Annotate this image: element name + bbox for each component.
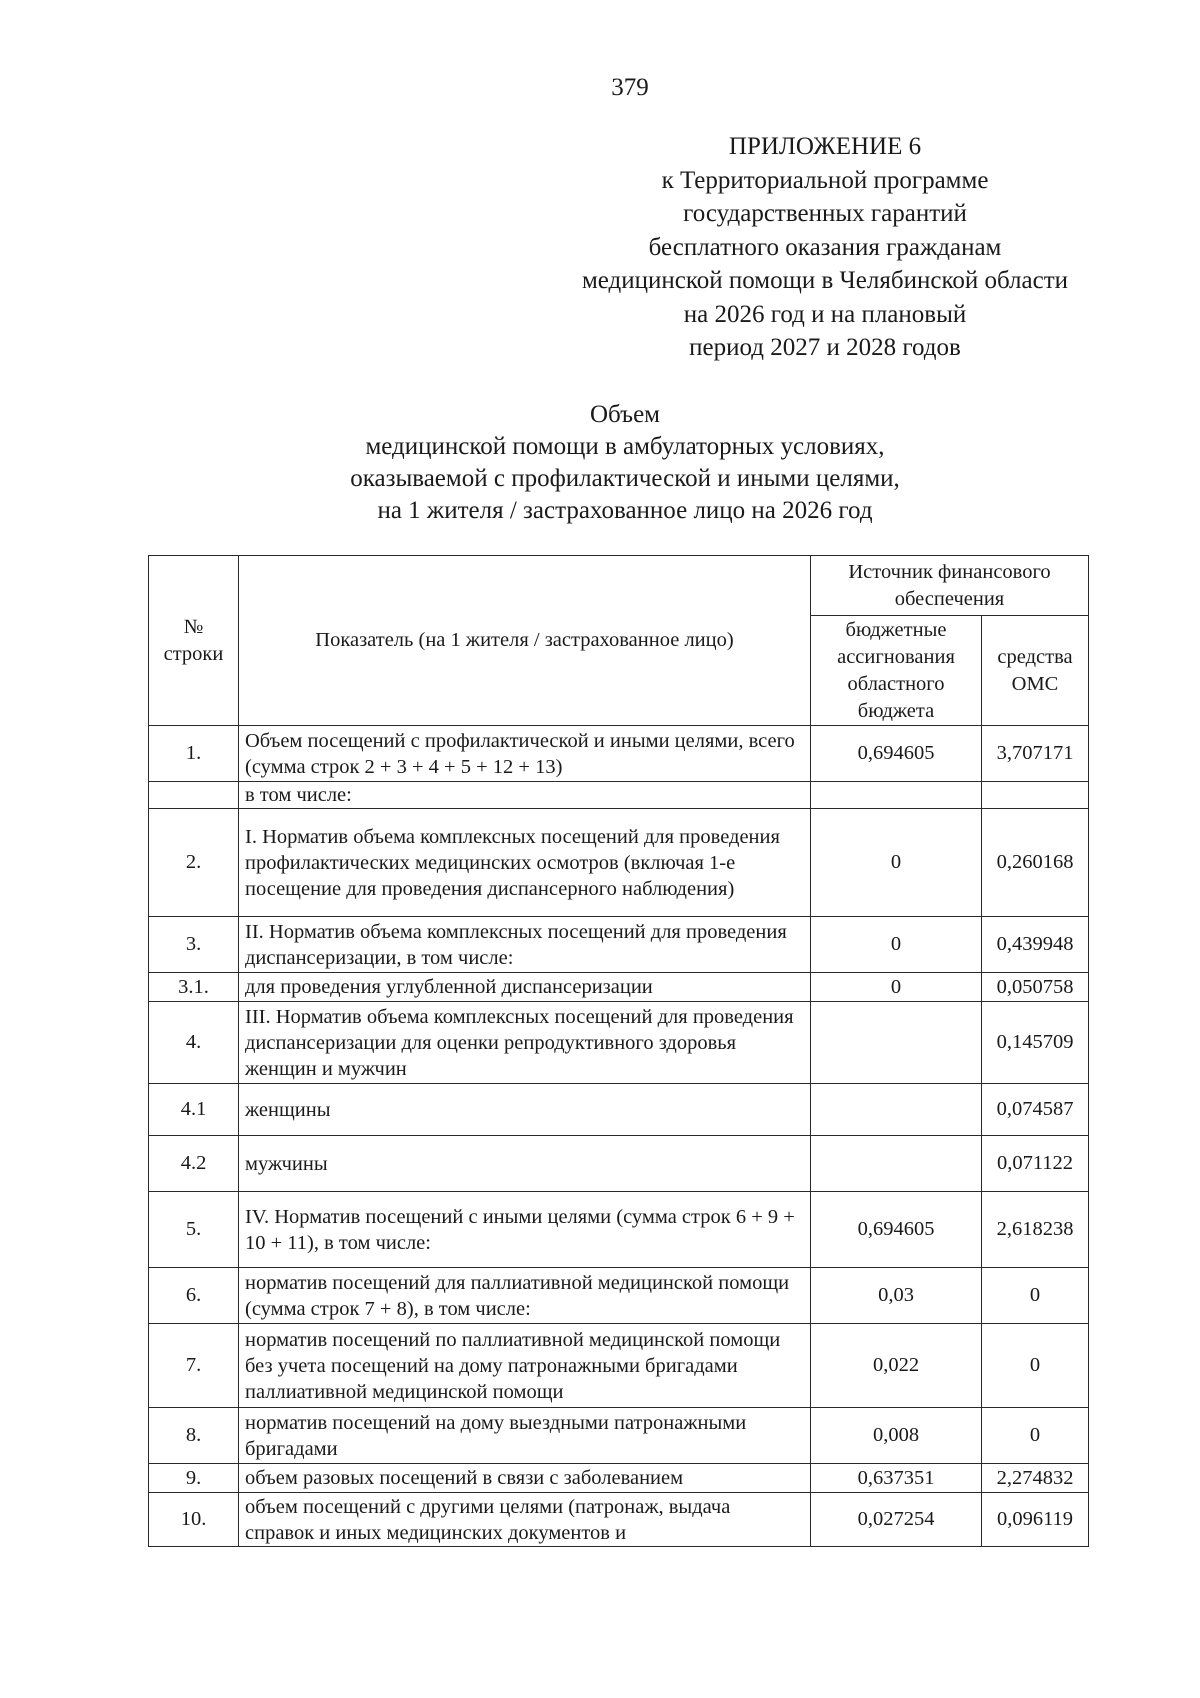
title-line: на 1 жителя / застрахованное лицо на 2026 год (377, 497, 873, 524)
row-oms: 2,274832 (982, 1464, 1089, 1493)
row-number: 10. (149, 1493, 239, 1547)
row-oms: 3,707171 (982, 726, 1089, 782)
appendix-line: медицинской помощи в Челябинской области (581, 267, 1069, 294)
row-number: 1. (149, 726, 239, 782)
table-row (149, 1324, 1089, 1408)
row-indicator: в том числе: (239, 782, 811, 809)
row-budget: 0,027254 (811, 1493, 982, 1547)
table-row (149, 1464, 1089, 1493)
table-row (149, 1002, 1089, 1084)
table-row (149, 1136, 1089, 1192)
row-number: 6. (149, 1268, 239, 1324)
row-number: 4. (149, 1002, 239, 1084)
row-indicator: III. Норматив объема комплексных посещений для проведения диспансеризации для оценки репродуктивного здоровья женщин и мужчин (239, 1002, 811, 1084)
row-number: 4.1 (149, 1084, 239, 1136)
document-title (230, 399, 1020, 527)
header-source: Источник финансового обеспечения (811, 556, 1089, 616)
table-row (149, 1408, 1089, 1464)
row-budget: 0,694605 (811, 1192, 982, 1268)
row-number: 5. (149, 1192, 239, 1268)
row-budget: 0,008 (811, 1408, 982, 1464)
row-budget (811, 1136, 982, 1192)
row-oms: 0,096119 (982, 1493, 1089, 1547)
row-number: 3.1. (149, 973, 239, 1002)
appendix-line: на 2026 год и на плановый (683, 300, 967, 328)
table-row (149, 1493, 1089, 1547)
row-indicator: мужчины (239, 1136, 811, 1192)
row-oms: 0 (982, 1408, 1089, 1464)
row-indicator: IV. Норматив посещений с иными целями (сумма строк 6 + 9 + 10 + 11), в том числе: (239, 1192, 811, 1268)
row-number: 8. (149, 1408, 239, 1464)
row-oms: 0,439948 (982, 917, 1089, 973)
row-oms: 0,260168 (982, 809, 1089, 917)
row-indicator: II. Норматив объема комплексных посещений для проведения диспансеризации, в том числе: (239, 917, 811, 973)
row-oms: 0,145709 (982, 1002, 1089, 1084)
row-oms: 0,071122 (982, 1136, 1089, 1192)
table-row (149, 1268, 1089, 1324)
row-oms: 2,618238 (982, 1192, 1089, 1268)
row-budget: 0 (811, 809, 982, 917)
row-budget: 0 (811, 973, 982, 1002)
table-row (149, 973, 1089, 1002)
row-budget (811, 1084, 982, 1136)
row-budget: 0,022 (811, 1324, 982, 1408)
row-indicator: для проведения углубленной диспансеризации (239, 973, 811, 1002)
row-budget: 0,694605 (811, 726, 982, 782)
appendix-line: бесплатного оказания гражданам (648, 233, 1002, 261)
row-indicator: объем посещений с другими целями (патронаж, выдача справок и иных медицинских документов и (239, 1493, 811, 1547)
title-line: оказываемой с профилактической и иными целями, (350, 465, 900, 492)
header-row-no: № строки (149, 556, 239, 726)
row-oms: 0,074587 (982, 1084, 1089, 1136)
row-indicator: норматив посещений для паллиативной медицинской помощи (сумма строк 7 + 8), в том числе: (239, 1268, 811, 1324)
row-budget: 0,03 (811, 1268, 982, 1324)
title-line: Объем (590, 401, 660, 428)
row-number: 7. (149, 1324, 239, 1408)
volume-table (148, 555, 1089, 1547)
table-row (149, 1084, 1089, 1136)
row-indicator: женщины (239, 1084, 811, 1136)
row-budget (811, 1002, 982, 1084)
table-row (149, 917, 1089, 973)
row-indicator: норматив посещений на дому выездными патронажными бригадами (239, 1408, 811, 1464)
row-oms: 0,050758 (982, 973, 1089, 1002)
row-oms: 0 (982, 1268, 1089, 1324)
appendix-line: к Территориальной программе (661, 166, 989, 194)
header-oms: средства ОМС (982, 616, 1089, 726)
appendix-header (545, 130, 1105, 365)
table-row (149, 1192, 1089, 1268)
row-indicator: норматив посещений по паллиативной медицинской помощи без учета посещений на дому патронажными бригадами паллиативной медицинской помощи (239, 1324, 811, 1408)
appendix-line: период 2027 и 2028 годов (689, 334, 961, 361)
page-number: 379 (611, 74, 649, 101)
row-number: 9. (149, 1464, 239, 1493)
row-number (149, 782, 239, 809)
row-budget: 0 (811, 917, 982, 973)
row-budget: 0,637351 (811, 1464, 982, 1493)
row-oms: 0 (982, 1324, 1089, 1408)
row-budget (811, 782, 982, 809)
row-oms (982, 782, 1089, 809)
table-row (149, 782, 1089, 809)
header-budget: бюджетные ассигнования областного бюджета (811, 616, 982, 726)
table-row (149, 809, 1089, 917)
title-line: медицинской помощи в амбулаторных условиях, (365, 433, 885, 460)
table-row (149, 726, 1089, 782)
appendix-line: ПРИЛОЖЕНИЕ 6 (728, 133, 922, 160)
row-indicator: Объем посещений с профилактической и иными целями, всего (сумма строк 2 + 3 + 4 + 5 + 12 + 13) (239, 726, 811, 782)
row-indicator: I. Норматив объема комплексных посещений для проведения профилактических медицинских осмотров (включая 1-е посещение для проведения диспансерного наблюдения) (239, 809, 811, 917)
row-number: 3. (149, 917, 239, 973)
header-indicator: Показатель (на 1 жителя / застрахованное лицо) (239, 556, 811, 726)
row-number: 2. (149, 809, 239, 917)
appendix-line: государственных гарантий (683, 200, 967, 227)
row-indicator: объем разовых посещений в связи с заболеванием (239, 1464, 811, 1493)
row-number: 4.2 (149, 1136, 239, 1192)
